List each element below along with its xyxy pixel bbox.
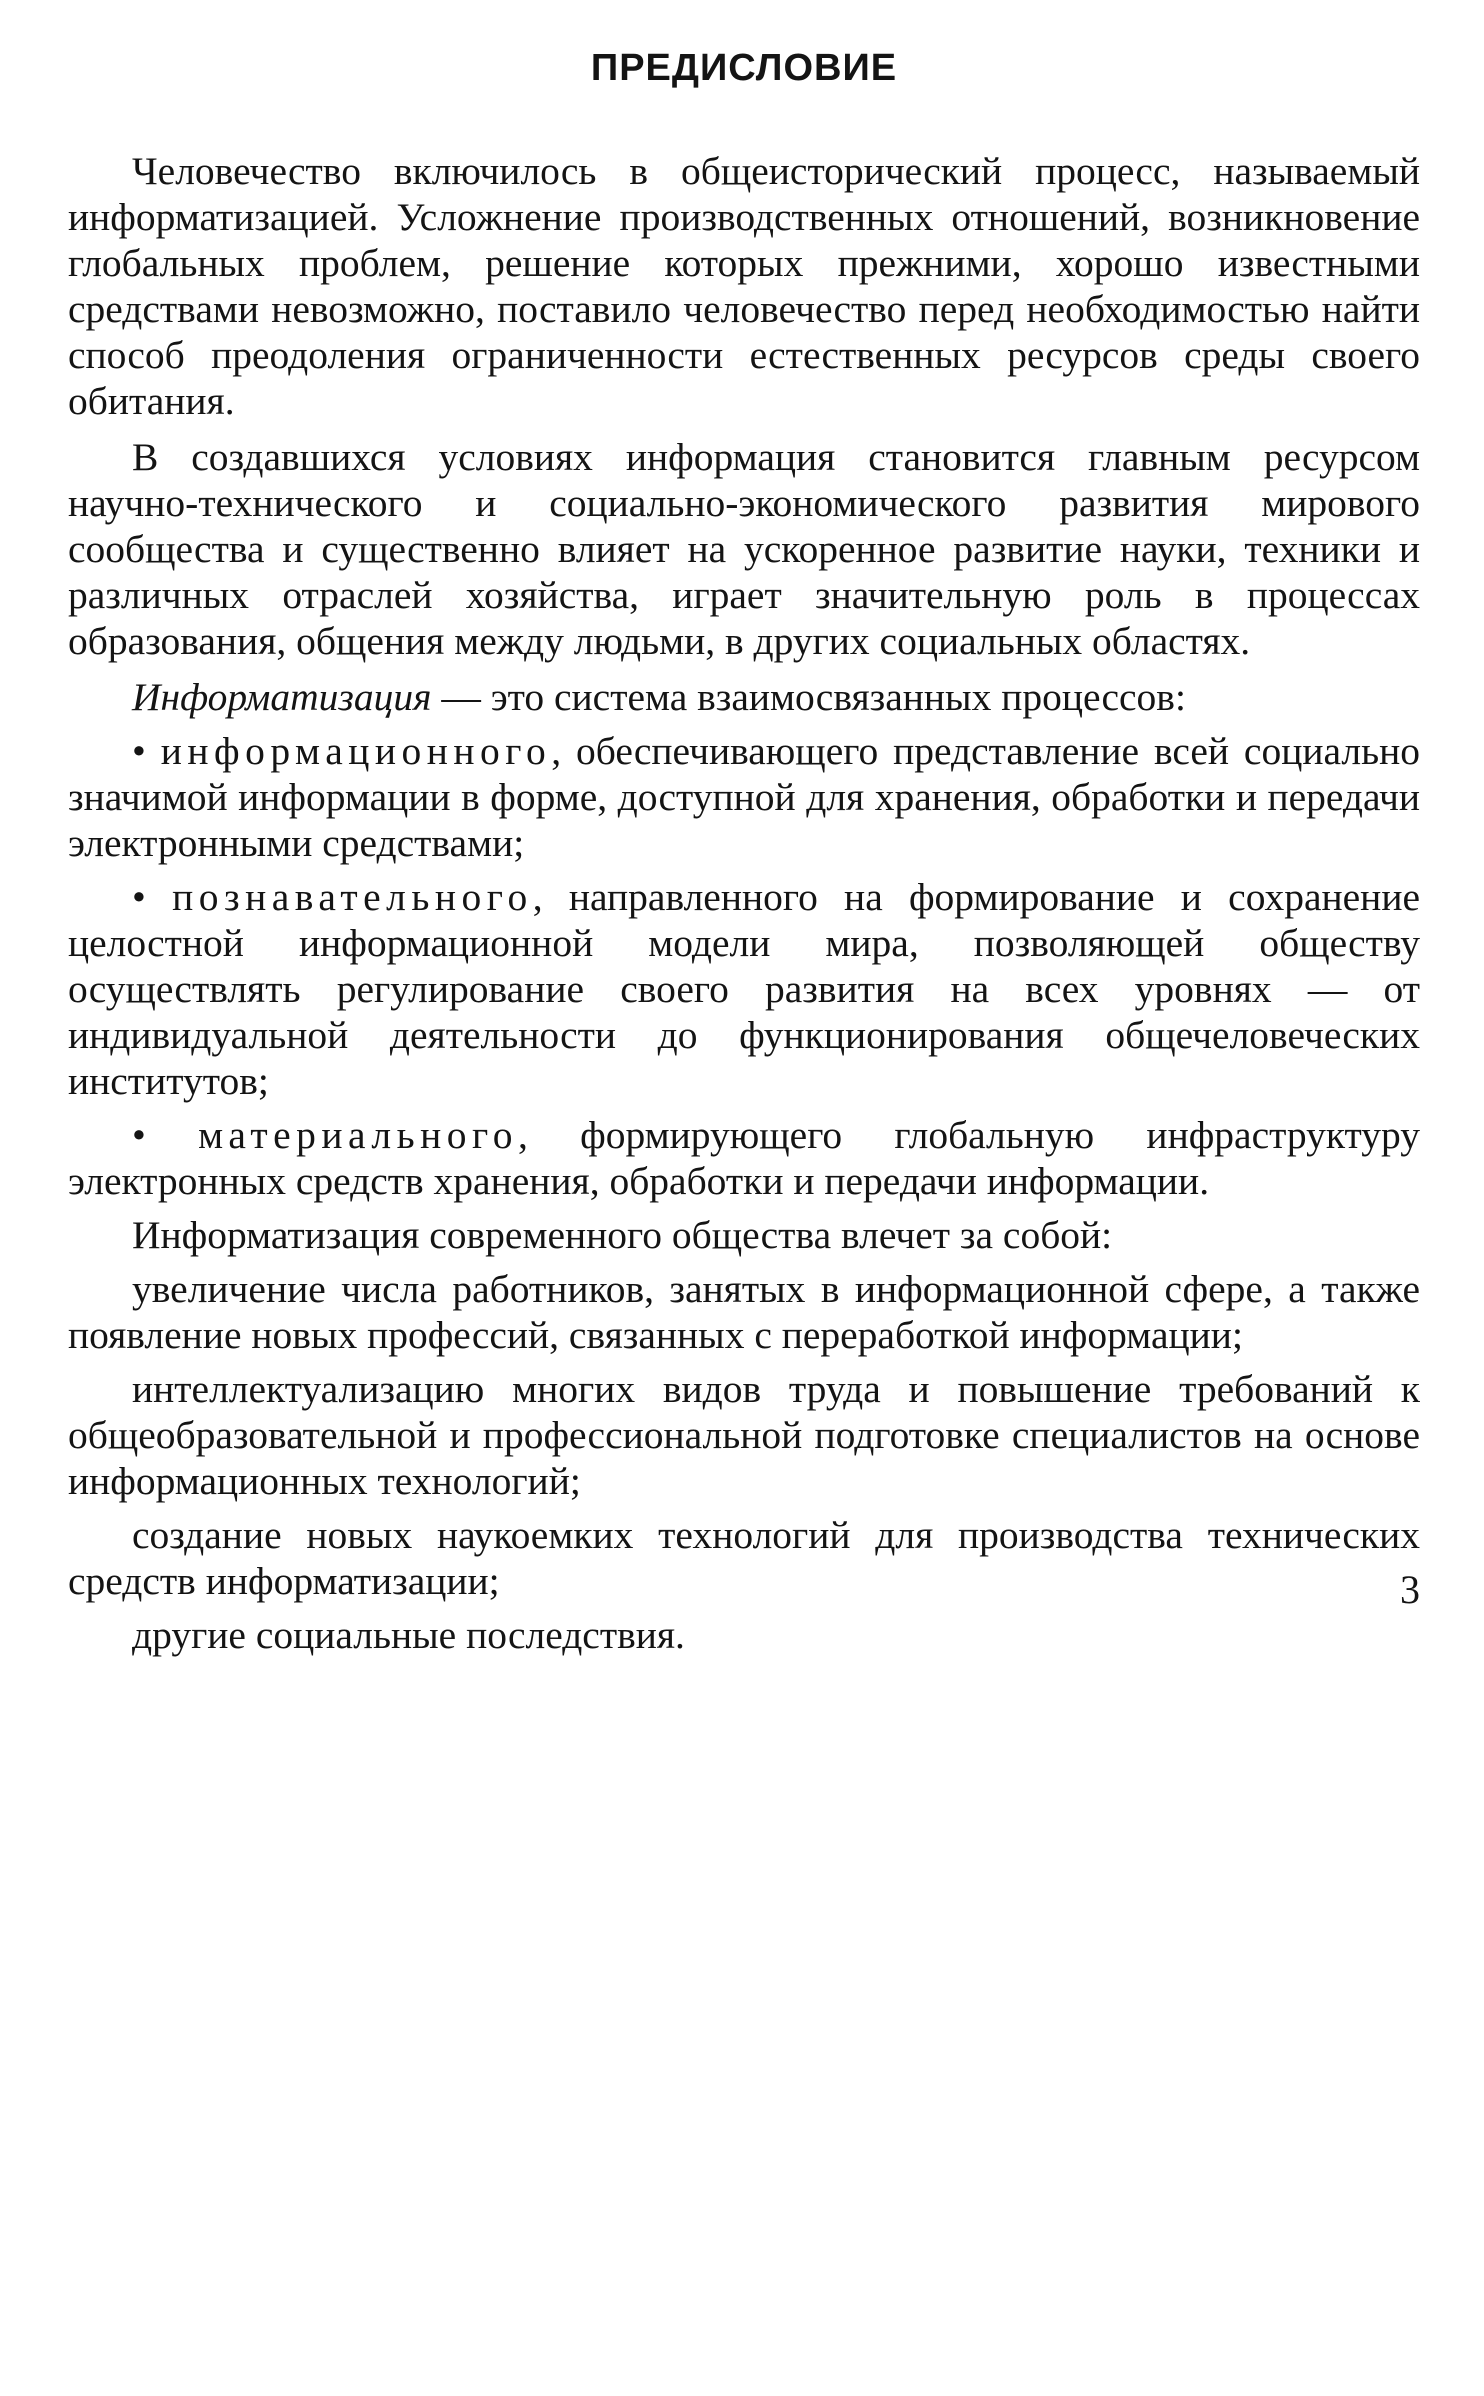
- list-item-cognitive: [68, 874, 1420, 1104]
- page-title: ПРЕДИСЛОВИЕ: [590, 47, 898, 89]
- list-item-text: , направленного на формирование и сохранение целостной информационной модели мира, позволяющей обществу осуществлять регулирование своего развития на всех уровнях — от индивидуальной деятельности до функционирования общечеловеческих институтов;: [68, 874, 1420, 1103]
- list-item-keyword: материального: [198, 1112, 518, 1157]
- consequence-item: интеллектуализацию многих видов труда и повышение требований к общеобразовательной и профессиональной подготовке специалистов на основе информационных технологий;: [68, 1366, 1420, 1503]
- paragraph-intro: Человечество включилось в общеисторический процесс, называемый информатизацией. Усложнение производственных отношений, возникновение глобальных проблем, решение которых прежними, хорошо известными средствами невозможно, поставило человечество перед необходимостью найти способ преодоления ограниченности естественных ресурсов среды своего обитания.: [68, 148, 1420, 423]
- bullet-marker: •: [132, 728, 161, 773]
- list-item-text: , формирующего глобальную инфраструктуру электронных средств хранения, обработки и передачи информации.: [68, 1112, 1420, 1203]
- list-item-keyword: познавательного: [172, 874, 533, 919]
- page-number: 3: [1400, 1567, 1420, 1612]
- list-item-material: [68, 1112, 1420, 1204]
- paragraph-definition: [68, 674, 1420, 720]
- consequence-item: увеличение числа работников, занятых в информационной сфере, а также появление новых профессий, связанных с переработкой информации;: [68, 1266, 1420, 1357]
- document-page: [68, 48, 1420, 1666]
- bullet-marker: •: [132, 874, 173, 919]
- bullet-marker: •: [132, 1112, 199, 1157]
- list-item-text: , обеспечивающего представление всей социально значимой информации в форме, доступной для хранения, обработки и передачи электронными средствами;: [68, 728, 1420, 865]
- consequences-intro: Информатизация современного общества влечет за собой:: [132, 1212, 1113, 1257]
- definition-term: Информатизация: [132, 674, 432, 719]
- list-item-keyword: информационного: [160, 728, 552, 773]
- consequence-item: создание новых наукоемких технологий для производства технических средств информатизации;: [68, 1512, 1420, 1603]
- paragraph-resource: В создавшихся условиях информация становится главным ресурсом научно-технического и социально-экономического развития мирового сообщества и существенно влияет на ускоренное развитие науки, техники и различных отраслей хозяйства, играет значительную роль в процессах образования, общения между людьми, в других социальных областях.: [68, 434, 1420, 663]
- consequence-item: другие социальные последствия.: [132, 1612, 685, 1657]
- list-item-informational: [68, 728, 1420, 866]
- definition-text: — это система взаимосвязанных процессов:: [431, 674, 1186, 719]
